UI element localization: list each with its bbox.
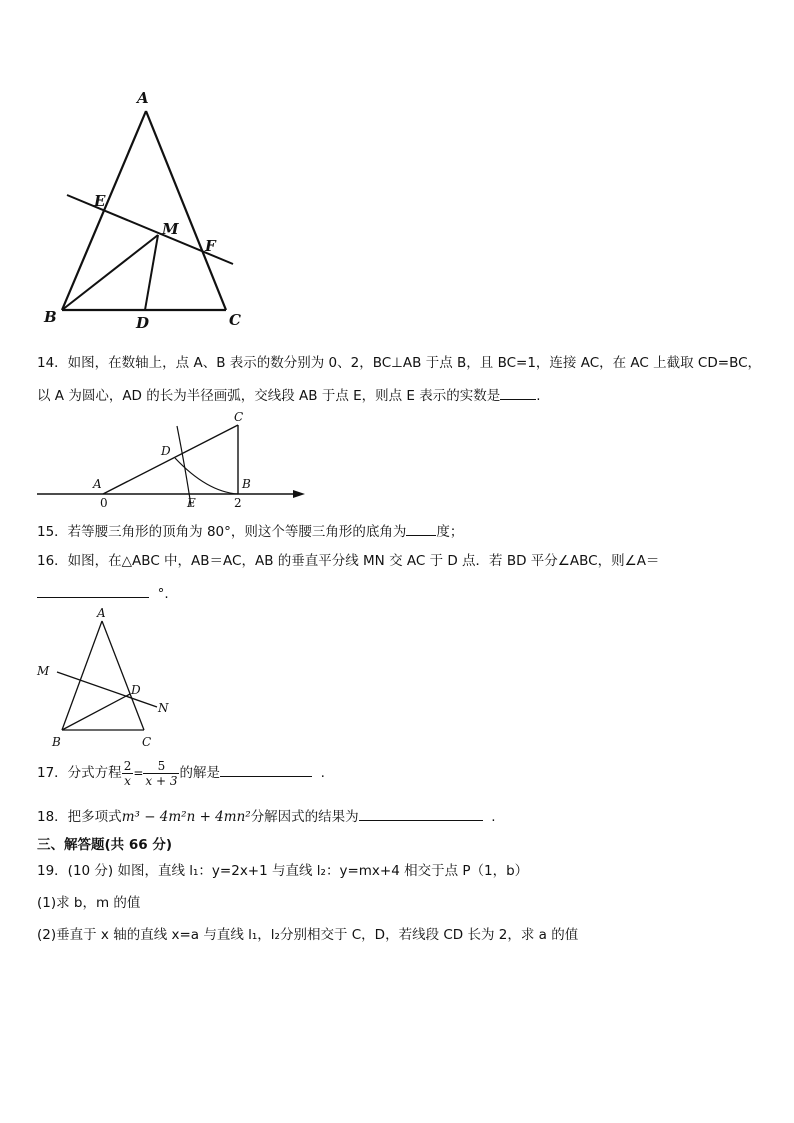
- question-14-line-1: 14．如图，在数轴上，点 A、B 表示的数分别为 0、2，BC⊥AB 于点 B，且 BC=1，连接 AC，在 AC 上截取 CD=BC，: [37, 355, 762, 371]
- question-17: [37, 758, 325, 788]
- question-17-text-2: 的解是: [179, 765, 220, 781]
- question-14-text: 以 A 为圆心，AD 的长为半径画弧，交线段 AB 于点 E，则点 E 表示的实数是: [37, 388, 501, 404]
- label-E: E: [94, 192, 106, 210]
- equals-sign: =: [133, 766, 144, 780]
- label-B: B: [52, 735, 61, 749]
- answer-blank-18[interactable]: [359, 806, 483, 821]
- label-B: B: [242, 477, 251, 491]
- question-19-part-2: (2)垂直于 x 轴的直线 x=a 与直线 l₁，l₂分别相交于 C，D，若线段 CD 长为 2，求 a 的值: [37, 927, 579, 943]
- question-18-text: 18．把多项式: [37, 809, 122, 825]
- fraction-left-denominator: x: [124, 773, 131, 788]
- question-14-line-2: [37, 385, 541, 405]
- question-19-line-1: 19．(10 分) 如图，直线 l₁：y=2x+1 与直线 l₂：y=mx+4 相交于点 P（1，b）: [37, 863, 529, 879]
- polynomial-expression: m³ − 4m²n + 4mn²: [121, 809, 251, 825]
- question-16-line-1: 16．如图，在△ABC 中，AB＝AC，AB 的垂直平分线 MN 交 AC 于 D 点．若 BD 平分∠ABC，则∠A＝: [37, 553, 660, 569]
- answer-blank-16[interactable]: [37, 583, 149, 598]
- fraction-right-denominator: x + 3: [145, 773, 178, 788]
- question-17-text: 17．分式方程: [37, 765, 122, 781]
- label-M: M: [37, 664, 50, 678]
- question-16-line-2: [37, 583, 169, 603]
- question-18: [37, 806, 496, 826]
- tick-2: 2: [234, 496, 242, 510]
- answer-blank-15[interactable]: [406, 521, 436, 536]
- label-D: D: [136, 314, 150, 332]
- question-15: [37, 521, 463, 541]
- answer-blank-17[interactable]: [220, 762, 312, 777]
- question-17-end: .: [320, 765, 325, 781]
- number-line-figure-14: [37, 410, 309, 510]
- triangle-figure-16: [37, 605, 177, 753]
- question-14-end: .: [536, 388, 541, 404]
- label-M: M: [162, 220, 179, 238]
- label-E: E: [187, 496, 196, 510]
- label-D: D: [131, 683, 141, 697]
- fraction-right-numerator: 5: [143, 759, 179, 774]
- question-15-end: 度；: [436, 524, 464, 540]
- label-D: D: [161, 444, 171, 458]
- label-C: C: [142, 735, 152, 749]
- label-A: A: [93, 477, 102, 491]
- question-16-end: °.: [157, 586, 169, 602]
- section-title-3: 三、解答题(共 66 分): [37, 837, 173, 853]
- question-15-text: 15．若等腰三角形的顶角为 80°，则这个等腰三角形的底角为: [37, 524, 407, 540]
- label-A: A: [97, 606, 106, 620]
- label-N: N: [158, 701, 169, 715]
- answer-blank-14[interactable]: [500, 385, 536, 400]
- tick-0: 0: [100, 496, 108, 510]
- label-C: C: [229, 311, 241, 329]
- label-B: B: [44, 308, 57, 326]
- label-F: F: [205, 237, 216, 255]
- fraction-right: [143, 759, 179, 788]
- question-19-part-1: (1)求 b，m 的值: [37, 895, 141, 911]
- fraction-left: [122, 759, 134, 788]
- fraction-left-numerator: 2: [123, 758, 132, 773]
- question-18-text-2: 分解因式的结果为: [250, 809, 359, 825]
- label-A: A: [137, 89, 149, 107]
- label-C: C: [234, 410, 244, 424]
- question-18-end: .: [491, 809, 496, 825]
- triangle-figure-13: [40, 85, 260, 335]
